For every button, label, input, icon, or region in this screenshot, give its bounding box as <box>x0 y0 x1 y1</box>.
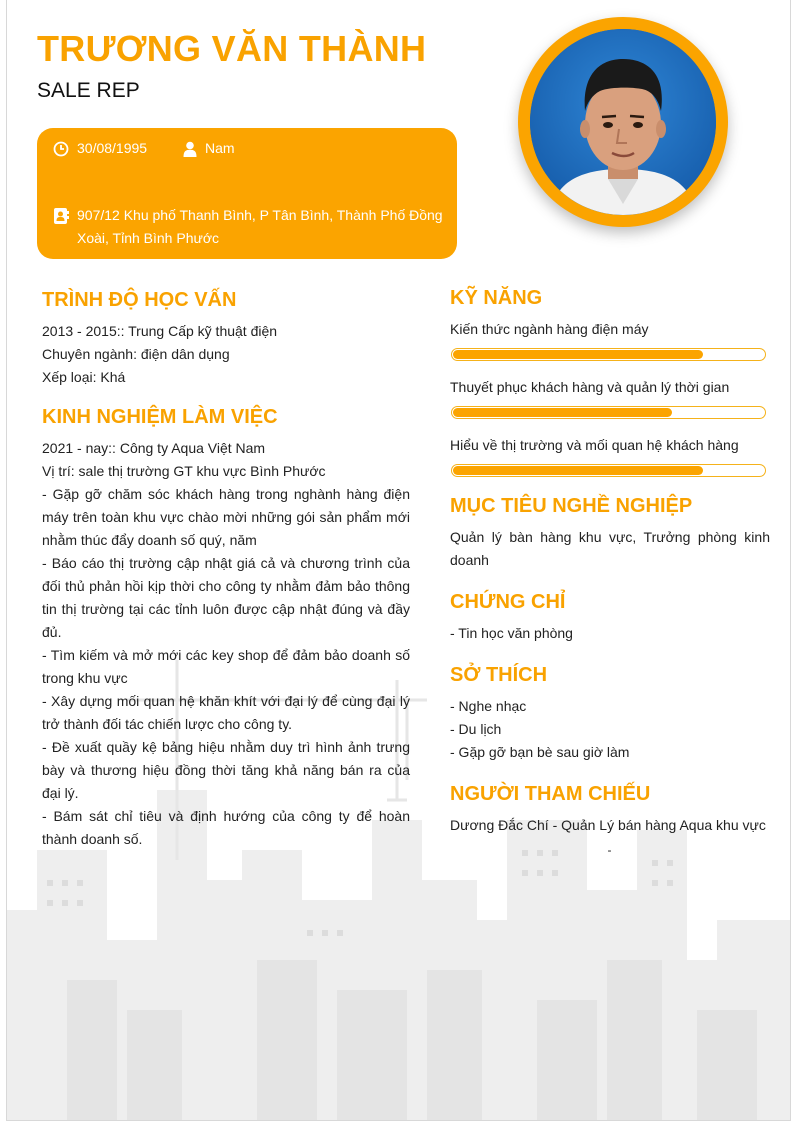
skill-label: Kiến thức ngành hàng điện máy <box>450 321 649 337</box>
skill-label: Hiểu về thị trường và mối quan hệ khách hàng <box>450 437 739 453</box>
objective-heading: MỤC TIÊU NGHỀ NGHIỆP <box>450 495 693 517</box>
objective-text: Quản lý bàn hàng khu vực, Trưởng phòng kinh doanh <box>450 529 770 568</box>
experience-line: - Đề xuất quầy kệ bảng hiệu nhằm duy trì hình ảnh trưng bày và thương hiệu đồng thời tăng khả năng bán ra của đại lý. <box>42 739 410 801</box>
gender-value: Nam <box>205 140 235 156</box>
education-line: Xếp loại: Khá <box>42 369 126 385</box>
hobby-line: - Du lịch <box>450 721 502 737</box>
skill-bar <box>451 348 766 361</box>
references-heading: NGƯỜI THAM CHIẾU <box>450 783 651 805</box>
profile-photo-frame <box>518 17 728 227</box>
experience-line: - Xây dựng mối quan hệ khăn khít với đại lý để cùng đại lý trở thành đối tác chiến lược cho công ty. <box>42 693 410 732</box>
skill-bar-fill <box>453 408 672 417</box>
skill-label: Thuyết phục khách hàng và quản lý thời gian <box>450 379 730 395</box>
address-book-icon <box>53 207 69 225</box>
experience-line: - Bám sát chỉ tiêu và định hướng của công ty để hoàn thành doanh số. <box>42 808 410 847</box>
skills-heading: KỸ NĂNG <box>450 287 543 309</box>
certificate-line: - Tin học văn phòng <box>450 625 573 641</box>
hobby-line: - Nghe nhạc <box>450 698 527 714</box>
reference-extra: - <box>607 843 612 857</box>
cv-page <box>6 0 791 1121</box>
user-icon <box>183 141 197 157</box>
skill-bar-fill <box>453 350 703 359</box>
gender-item <box>183 140 235 157</box>
experience-line: 2021 - nay:: Công ty Aqua Việt Nam <box>42 440 266 456</box>
hobby-line: - Gặp gỡ bạn bè sau giờ làm <box>450 744 630 760</box>
hobbies-heading: SỞ THÍCH <box>450 664 548 686</box>
certificates-heading: CHỨNG CHỈ <box>450 591 566 613</box>
birthday-item <box>53 140 147 157</box>
education-heading: TRÌNH ĐỘ HỌC VẤN <box>42 289 237 311</box>
reference-text: Dương Đắc Chí - Quản Lý bán hàng Aqua khu vực <box>450 817 766 833</box>
portrait-illustration <box>530 29 716 215</box>
personal-info-box <box>37 128 457 259</box>
skill-bar <box>451 464 766 477</box>
profile-photo <box>530 29 716 215</box>
address-value: 907/12 Khu phố Thanh Bình, P Tân Bình, Thành Phố Đồng Xoài, Tỉnh Bình Phước <box>77 207 443 246</box>
experience-line: - Báo cáo thị trường cập nhật giá cả và chương trình của đối thủ phản hồi kịp thời cho công ty nhằm đảm bảo thông tin thị trường tại các tỉnh luôn được cập nhật đúng và đầy đủ. <box>42 555 410 640</box>
experience-line: - Gặp gỡ chăm sóc khách hàng trong nghành hàng điện máy trên toàn khu vực chào mời những gói sản phẩm mới nhằm thúc đẩy doanh số quý, năm <box>42 486 410 548</box>
right-column <box>450 284 770 862</box>
candidate-name: TRƯƠNG VĂN THÀNH <box>37 28 427 69</box>
left-column <box>42 286 410 851</box>
birthday-value: 30/08/1995 <box>77 140 148 156</box>
job-title: SALE REP <box>37 79 140 102</box>
education-line: 2013 - 2015:: Trung Cấp kỹ thuật điện <box>42 323 278 339</box>
skill-bar-fill <box>453 466 703 475</box>
experience-heading: KINH NGHIỆM LÀM VIỆC <box>42 406 278 428</box>
skill-bar <box>451 406 766 419</box>
address-item <box>53 204 443 250</box>
experience-line: - Tìm kiếm và mở mới các key shop để đảm bảo doanh số trong khu vực <box>42 647 410 686</box>
education-line: Chuyên ngành: điện dân dụng <box>42 346 230 362</box>
experience-line: Vị trí: sale thị trường GT khu vực Bình Phước <box>42 463 326 479</box>
clock-icon <box>53 141 69 157</box>
